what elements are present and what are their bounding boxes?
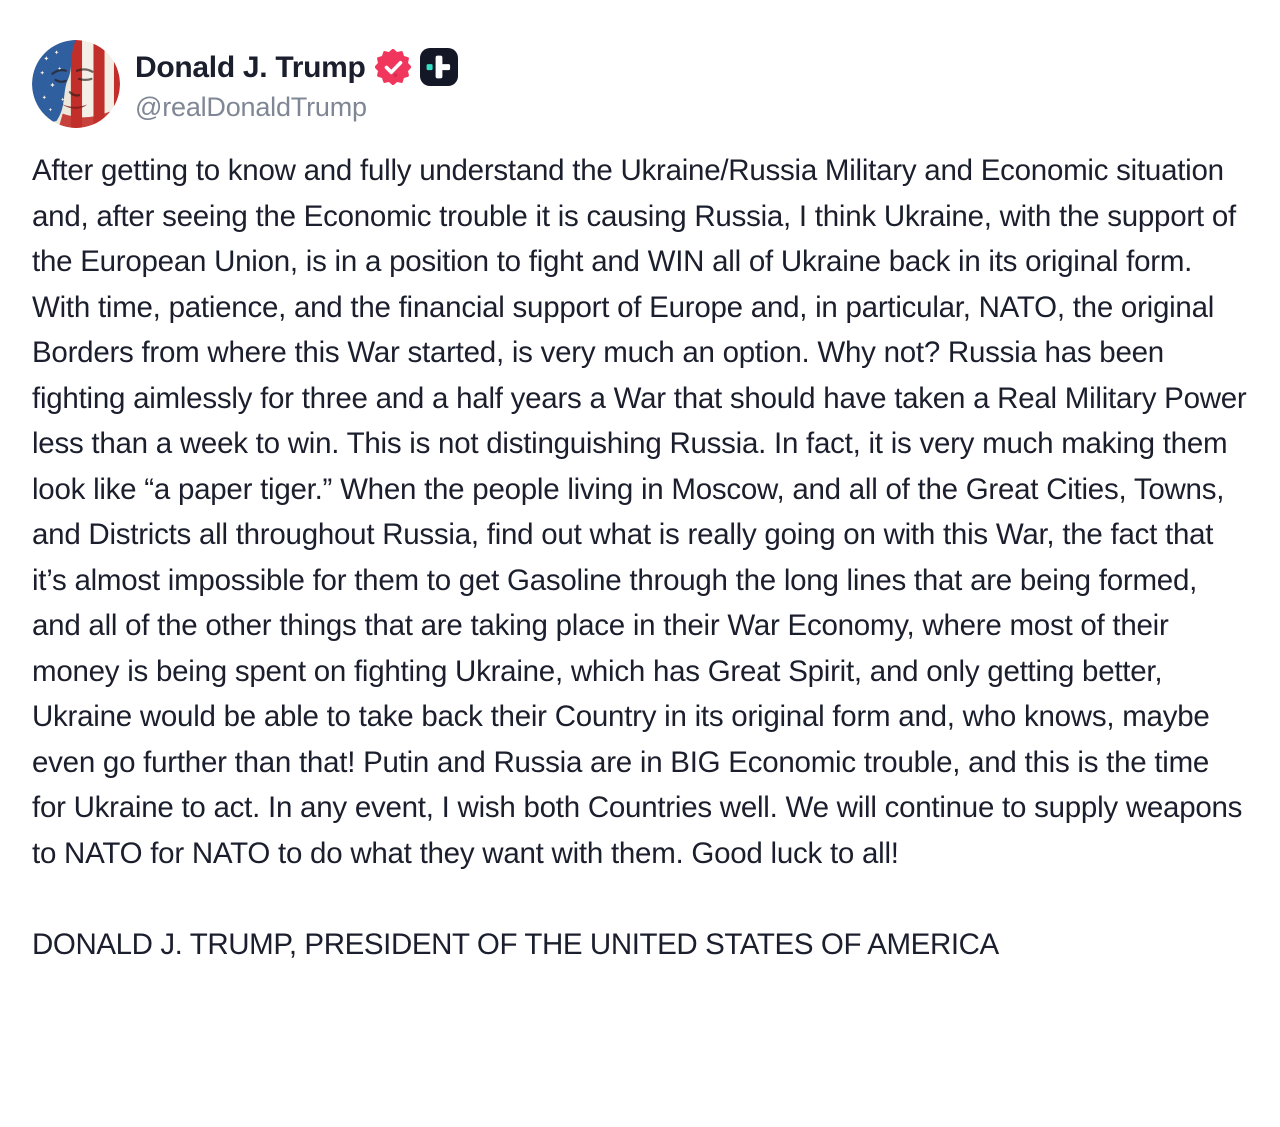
- post-signature-text: DONALD J. TRUMP, PRESIDENT OF THE UNITED STATES OF AMERICA: [32, 927, 999, 961]
- truth-plus-icon: [420, 48, 458, 86]
- verified-dot: [393, 74, 396, 77]
- truth-plus-vertical-bar: [435, 56, 442, 79]
- post-header: [32, 40, 458, 128]
- truth-plus-accent-square: [426, 64, 432, 70]
- verified-seal-shape: [376, 50, 410, 84]
- author-identity: [135, 40, 458, 123]
- author-display-name[interactable]: Donald J. Trump: [135, 50, 366, 84]
- post-content: [32, 148, 1248, 967]
- avatar[interactable]: [32, 40, 120, 128]
- truth-plus-right-arm: [441, 64, 450, 70]
- author-handle[interactable]: @realDonaldTrump: [135, 92, 367, 122]
- verified-badge-icon: [375, 49, 411, 85]
- avatar-flag-face-image: [32, 40, 120, 128]
- post-body-text: After getting to know and fully understand the Ukraine/Russia Military and Economic situation and, after seeing the Economic trouble it is causing Russia, I think Ukraine, with the support of the European Union, is in a position to fight and WIN all of Ukraine back in its original form. With time, patience, and the financial support of Europe and, in particular, NATO, the original Borders from where this War started, is very much an option. Why not? Russia has been fighting aimlessly for three and a half years a War that should have taken a Real Military Power less than a week to win. This is not distinguishing Russia. In fact, it is very much making them look like “a paper tiger.” When the people living in Moscow, and all of the Great Cities, Towns, and Districts all throughout Russia, find out what is really going on with this War, the fact that it’s almost impossible for them to get Gasoline through the long lines that are being formed, and all of the other things that are taking place in their War Economy, where most of their money is being spent on fighting Ukraine, which has Great Spirit, and only getting better, Ukraine would be able to take back their Country in its original form and, who knows, maybe even go further than that! Putin and Russia are in BIG Economic trouble, and this is the time for Ukraine to act. In any event, I wish both Countries well. We will continue to supply weapons to NATO for NATO to do what they want with them. Good luck to all!: [32, 154, 1247, 870]
